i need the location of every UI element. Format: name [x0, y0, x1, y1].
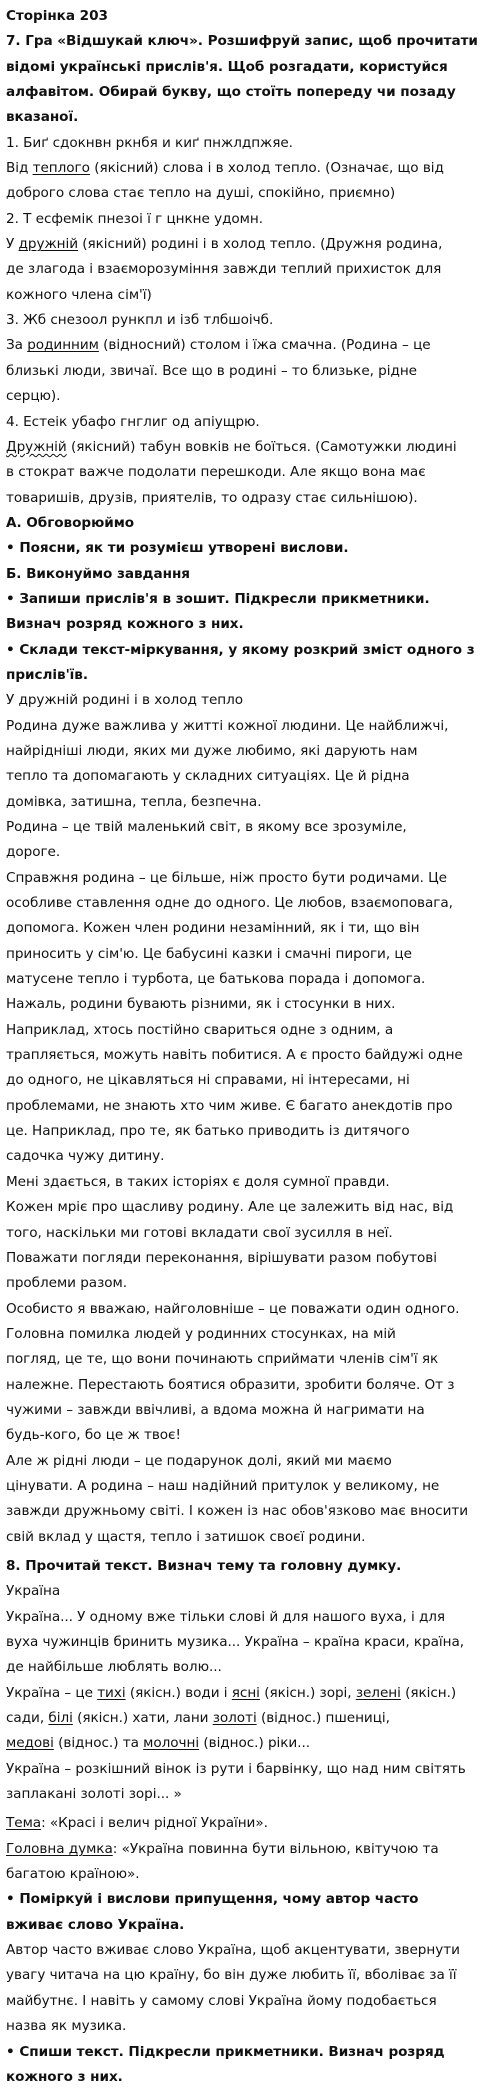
task7-header-line: відомі українські прислів'я. Щоб розгадати, користуйся — [6, 58, 448, 75]
underlined-adjective: білі — [48, 1710, 73, 1727]
text-span: (віднос.) ріки... — [199, 1735, 311, 1752]
text-span: (відносний) столом і їжа смачна. (Родина – це — [98, 337, 431, 354]
essay-line: Але ж рідні люди – це подарунок долі, який ми маємо — [6, 1452, 392, 1469]
underlined-adjective: родинним — [27, 337, 99, 354]
section-b-bullet: Визнач розряд кожного з них. — [6, 616, 244, 633]
text-line: Україна – розкішний вінок із рути і барвінку, що над ним світять — [6, 1760, 466, 1777]
section-b-bullet: • Склади текст-міркування, у якому розкрий зміст одного з — [6, 641, 475, 658]
task8-bullet: • Спиши текст. Підкресли прикметники. Визнач розряд — [6, 2043, 445, 2060]
text-line: де найбільше люблять волю... — [6, 1659, 222, 1676]
essay-line: приносить у сім'ю. Це бабусині казки і смачні пироги, це — [6, 945, 412, 962]
theme-label: Тема — [6, 1815, 42, 1832]
essay-line: найрідніші люди, яких ми дуже любимо, які дарують нам — [6, 742, 418, 759]
text-span: (віднос.) та — [53, 1735, 144, 1752]
essay-line: дороге. — [6, 844, 61, 861]
underlined-adjective: тихі — [97, 1684, 126, 1701]
task8-bullet: • Поміркуй і вислови припущення, чому автор часто — [6, 1891, 419, 1908]
task7-header-line: вказаної. — [6, 109, 79, 126]
answer-line: де злагода і взаєморозуміння завжди теплий прихисток для — [6, 261, 442, 278]
underlined-adjective: дружній — [18, 236, 78, 253]
text-span: (якісн.) хати, лани — [72, 1710, 213, 1727]
text-line: вуха чужинців бринить музика... Україна – країна краси, країна, — [6, 1634, 464, 1650]
essay-line: цінувати. А родина – наш надійний притулок у великому, не — [6, 1477, 440, 1494]
task8-header: 8. Прочитай текст. Визнач тему та головну думку. — [6, 1557, 402, 1574]
cipher-line: 3. Жб снезоол рункпл и ізб тлбшоічб. — [6, 312, 274, 329]
idea-label: Головна думка — [6, 1840, 113, 1857]
task8-bullet: вживає слово Україна. — [6, 1916, 185, 1933]
text-line — [6, 1706, 494, 1731]
idea-line: багатою країною». — [6, 1866, 140, 1883]
text-span: (якісний) табун вовків не боїться. (Самотужки людині — [66, 438, 457, 455]
section-b-title: Б. Виконуймо завдання — [6, 565, 190, 582]
section-a-title: А. Обговорюймо — [6, 514, 135, 531]
text-line — [6, 1731, 494, 1756]
essay-line: завжди дружньому світі. І кожен із нас обов'язково має вносити — [6, 1503, 469, 1520]
answer-line — [6, 232, 494, 257]
text-line — [6, 1681, 494, 1706]
essay-line: будь-кого, бо це ж твоє! — [6, 1427, 181, 1444]
text-title: Україна — [6, 1583, 61, 1600]
essay-line: трапляється, можуть навіть побитися. А є просто байдужі одне — [6, 1047, 463, 1064]
task8-bullet: кожного з них. — [6, 2068, 123, 2085]
answer-line — [6, 435, 494, 460]
task7-header-line: 7. Гра «Відшукай ключ». Розшифруй запис, щоб прочитати — [6, 33, 478, 50]
text-line: Україна... У одному вже тільки слові й для нашого вуха, і для — [6, 1608, 446, 1625]
text-span: Від — [6, 160, 33, 177]
essay-line: проблеми разом. — [6, 1275, 128, 1292]
answer-line: кожного члена сім'ї) — [6, 286, 152, 303]
essay-line: Наприклад, хтось постійно свариться одне з одним, а — [6, 1021, 394, 1038]
text-span: (віднос.) пшениці, — [256, 1710, 390, 1727]
idea-line — [6, 1837, 494, 1862]
essay-line: особливе ставлення одне до одного. Це любов, взаємоповага, — [6, 895, 453, 912]
answer-line: близькі люди, звичаї. Все що в родині – то близьке, рідне — [6, 362, 417, 379]
essay-line: садочка чужу дитину. — [6, 1148, 165, 1165]
essay-line: Поважати погляди переконання, вірішувати разом побутові — [6, 1249, 437, 1266]
essay-line: Кожен мріє про щасливу родину. Але це залежить від нас, від — [6, 1199, 454, 1216]
section-b-bullet: • Запиши прислів'я в зошит. Підкресли прикметники. — [6, 590, 430, 607]
cipher-line: 1. Биґ сдокнвн ркнбя и киґ пнжлдпжяе. — [6, 134, 293, 151]
idea-text: : «Україна повинна бути вільною, квітучою та — [112, 1840, 439, 1857]
section-a-bullet: • Поясни, як ти розумієш утворені вислови. — [6, 540, 349, 557]
essay-line: проблемами, не знають хто чим живе. Є багато анекдотів про — [6, 1097, 453, 1114]
essay-line: Справжня родина – це більше, ніж просто бути родичами. Це — [6, 869, 447, 886]
cipher-line: 4. Естеік убафо гнглиг од апіущрю. — [6, 413, 260, 430]
section-b-bullet: прислів'їв. — [6, 666, 88, 683]
text-span: (якісн.) води і — [125, 1684, 232, 1701]
underlined-adjective: золоті — [212, 1710, 257, 1727]
underlined-adjective: теплого — [32, 160, 90, 177]
text-span: сади, — [6, 1710, 49, 1727]
essay-line: домівка, затишна, тепла, безпечна. — [6, 793, 262, 810]
text-span: (якісний) слова і в холод тепло. (Означає, що від — [89, 160, 444, 177]
underlined-adjective: молочні — [143, 1735, 200, 1752]
essay-line: Особисто я вважаю, найголовніше – це поважати один одного. — [6, 1300, 460, 1317]
answer-line: доброго слова стає тепло на душі, спокійно, приємно) — [6, 185, 396, 202]
essay-line: Родина дуже важлива у житті кожної людини. Це найближчі, — [6, 717, 449, 734]
essay-line: це. Наприклад, про те, як батько приводить із дитячого — [6, 1123, 410, 1140]
theme-line — [6, 1811, 494, 1836]
essay-line: Головна помилка людей у родинних стосунках, на мій — [6, 1325, 396, 1342]
answer-line: Автор часто вживає слово Україна, щоб акцентувати, звернути — [6, 1942, 460, 1959]
theme-text: : «Красі і велич рідної України». — [41, 1815, 268, 1832]
essay-line: Мені здається, в таких історіях є доля сумної правди. — [6, 1173, 390, 1190]
text-line: заплакані золоті зорі... » — [6, 1786, 182, 1803]
underlined-adjective: Дружній — [6, 438, 67, 455]
answer-line: назва як музика. — [6, 2018, 127, 2035]
answer-line: майбутнє. І навіть у самому слові Україна йому подобається — [6, 1992, 437, 2009]
essay-line: того, наскільки ми готові вкладати свої зусилля в неї. — [6, 1224, 393, 1241]
text-span: За — [6, 337, 28, 354]
page-title: Сторінка 203 — [6, 8, 108, 24]
text-span: (якісн.) — [400, 1684, 457, 1701]
cipher-line: 2. Т есфемік пнезоі ї г цнкне удомн. — [6, 210, 263, 227]
text-span: У — [6, 236, 19, 253]
essay-line: чужими – завжди ввічливі, а вдома можна й нагримати на — [6, 1401, 425, 1418]
text-span: (якісн.) зорі, — [259, 1684, 356, 1701]
underlined-adjective: зелені — [355, 1684, 401, 1701]
essay-line: Родина – це твій маленький світ, в якому все зрозуміле, — [6, 819, 407, 835]
essay-line: до одного, не цікавляться ні справами, ні інтересами, ні — [6, 1072, 410, 1089]
underlined-adjective: медові — [6, 1735, 54, 1752]
answer-line: увагу читача на цю країну, бо він дуже любить її, вболіває за її — [6, 1967, 457, 1984]
essay-line: погляд, це те, що вони починають сприймати членів сім'ї як — [6, 1351, 439, 1368]
underlined-adjective: ясні — [231, 1684, 260, 1701]
essay-body — [6, 714, 494, 1550]
answer-line: в стократ важче подолати перешкоди. Але якщо вона має — [6, 464, 426, 481]
text-span: Україна – це — [6, 1684, 98, 1701]
essay-line: Нажаль, родини бувають різними, як і стосунки в них. — [6, 996, 396, 1013]
essay-line: належне. Перестають боятися образити, зробити боляче. От з — [6, 1376, 455, 1393]
essay-line: допомога. Кожен член родини незамінний, як і ти, що він — [6, 920, 420, 937]
answer-line: серцю). — [6, 388, 61, 405]
task7-header-line: алфавітом. Обирай букву, що стоїть попереду чи позаду — [6, 84, 456, 101]
answer-line — [6, 333, 494, 358]
answer-line: товаришів, друзів, приятелів, то одразу стає сильнішою). — [6, 489, 418, 506]
essay-title: У дружній родині і в холод тепло — [6, 692, 244, 709]
answer-line — [6, 156, 494, 181]
essay-line: свій вклад у щастя, тепло і затишок своєї родини. — [6, 1528, 366, 1545]
essay-line: тепло та допомагають у складних ситуаціях. Це й рідна — [6, 768, 410, 785]
text-span: (якісний) родині і в холод тепло. (Дружня родина, — [77, 236, 443, 253]
essay-line: матусене тепло і турбота, це батькова порада і допомога. — [6, 971, 426, 988]
